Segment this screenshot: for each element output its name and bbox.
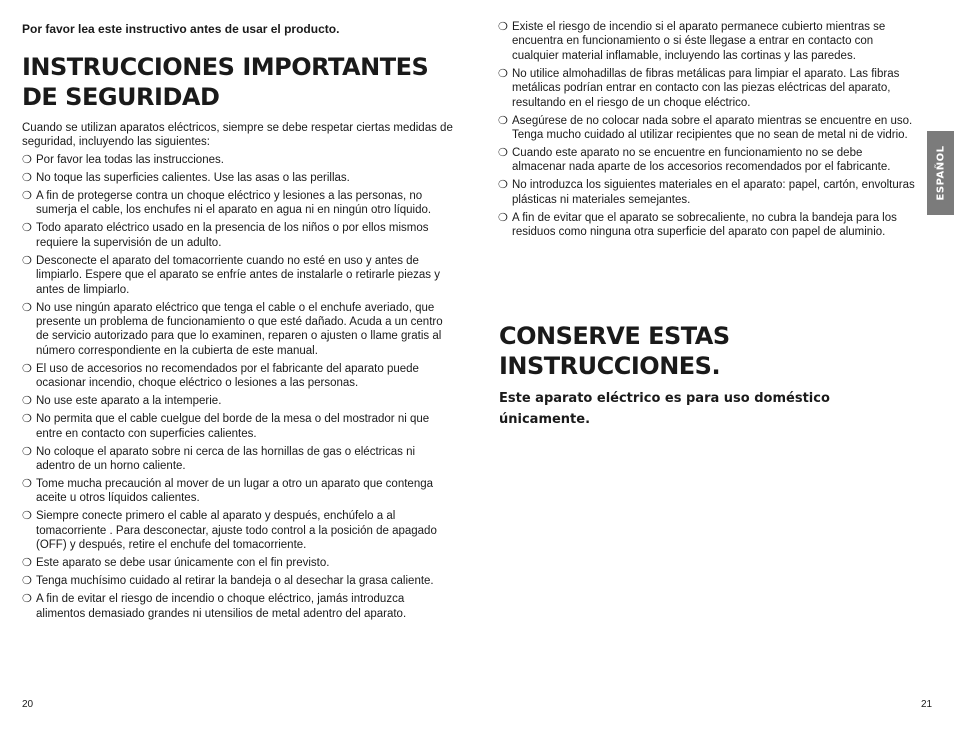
safety-item: ❍ Tome mucha precaución al mover de un lugar a otro un aparato que contenga aceite u otros líquidos calientes. bbox=[22, 477, 434, 505]
main-heading-line2: DE SEGURIDAD bbox=[22, 83, 220, 111]
bullet-icon: ❍ bbox=[498, 178, 508, 192]
bullet-icon: ❍ bbox=[22, 444, 32, 458]
language-tab bbox=[927, 131, 954, 215]
safety-item: ❍ No use ningún aparato eléctrico que tenga el cable o el enchufe averiado, que presente un problema de funcionamiento o que esté dañado. Acuda a un centro de servicio autorizado para que lo examinen, reparen o ajusten o llame gratis al número correspondiente en la cubierta de este manual. bbox=[22, 300, 443, 357]
bullet-icon: ❍ bbox=[22, 253, 32, 267]
safety-item: ❍ No toque las superficies calientes. Use las asas o las perillas. bbox=[22, 171, 350, 184]
page-number-left: 20 bbox=[22, 699, 34, 710]
bullet-icon: ❍ bbox=[22, 300, 32, 314]
safety-item: ❍ El uso de accesorios no recomendados por el fabricante del aparato puede ocasionar incendio, choque eléctrico o lesiones a las personas. bbox=[22, 361, 419, 390]
bullet-icon: ❍ bbox=[22, 361, 32, 375]
safety-item: ❍ No permita que el cable cuelgue del borde de la mesa o del mostrador ni que entre en contacto con superficies calientes. bbox=[22, 412, 430, 440]
intro-note: Por favor lea este instructivo antes de usar el producto. bbox=[22, 22, 340, 36]
bullet-icon: ❍ bbox=[22, 412, 32, 426]
main-heading-line1: INSTRUCCIONES IMPORTANTES bbox=[22, 53, 429, 81]
conserve-heading-line1: CONSERVE ESTAS bbox=[499, 322, 730, 350]
safety-item: ❍ Desconecte el aparato del tomacorriente cuando no esté en uso y antes de limpiarlo. Espere que el aparato se enfríe antes de instalarle o retirarle piezas y antes de limpiarlo. bbox=[22, 253, 440, 296]
safety-item: ❍ Todo aparato eléctrico usado en la presencia de los niños o por ellos mismos requiere la supervisión de un adulto. bbox=[22, 221, 429, 249]
safety-item: ❍ No introduzca los siguientes materiales en el aparato: papel, cartón, envolturas plásticas ni materiales semejantes. bbox=[498, 178, 915, 206]
left-safety-list bbox=[22, 153, 456, 625]
bullet-icon: ❍ bbox=[498, 113, 508, 127]
bullet-icon: ❍ bbox=[22, 509, 32, 523]
bullet-icon: ❍ bbox=[22, 394, 32, 408]
bullet-icon: ❍ bbox=[498, 20, 508, 33]
bullet-icon: ❍ bbox=[22, 574, 32, 588]
conserve-heading bbox=[499, 321, 919, 381]
language-tab-label: ESPAÑOL bbox=[935, 145, 946, 201]
safety-item: ❍ Este aparato se debe usar únicamente con el fin previsto. bbox=[22, 556, 330, 570]
bullet-icon: ❍ bbox=[22, 221, 32, 235]
conserve-heading-line2: INSTRUCCIONES. bbox=[499, 352, 721, 380]
right-safety-list bbox=[498, 20, 916, 243]
domestic-use-note: Este aparato eléctrico es para uso doméstico únicamente. bbox=[499, 391, 830, 427]
bullet-icon: ❍ bbox=[22, 592, 32, 606]
safety-item: ❍ A fin de evitar que el aparato se sobrecaliente, no cubra la bandeja para los residuos como ninguna otra superficie del aparato con papel de aluminio. bbox=[498, 210, 897, 239]
right-page bbox=[477, 0, 954, 738]
bullet-icon: ❍ bbox=[22, 189, 32, 202]
safety-item: ❍ A fin de evitar el riesgo de incendio o choque eléctrico, jamás introduzca alimentos demasiado grandes ni utensilios de metal adentro del aparato. bbox=[22, 592, 407, 620]
safety-item: ❍ Existe el riesgo de incendio si el aparato permanece cubierto mientras se encuentra en funcionamiento o si éste llegase a entrar en contacto con cualquier material inflamable, incluyendo las cortinas y las paredes. bbox=[498, 20, 886, 62]
safety-item: ❍ Por favor lea todas las instrucciones. bbox=[22, 153, 224, 166]
safety-item: ❍ No use este aparato a la intemperie. bbox=[22, 394, 222, 408]
bullet-icon: ❍ bbox=[22, 477, 32, 491]
safety-item: ❍ No utilice almohadillas de fibras metálicas para limpiar el aparato. Las fibras metálicas podrían entrar en contacto con las piezas eléctricas del aparato, resultando en el riesgo de un choque eléctrico. bbox=[498, 66, 900, 109]
safety-item: ❍ Asegúrese de no colocar nada sobre el aparato mientras se encuentre en uso. Tenga mucho cuidado al utilizar recipientes que no sean de metal ni de vidrio. bbox=[498, 113, 913, 142]
bullet-icon: ❍ bbox=[22, 171, 32, 184]
safety-item: ❍ No coloque el aparato sobre ni cerca de las hornillas de gas o eléctricas ni adentro de un horno caliente. bbox=[22, 444, 416, 473]
main-heading bbox=[22, 52, 462, 112]
page-number-right: 21 bbox=[921, 699, 933, 710]
bullet-icon: ❍ bbox=[498, 66, 508, 80]
safety-item: ❍ Cuando este aparato no se encuentre en funcionamiento no se debe almacenar nada aparte de los accesorios recomendados por el fabricante. bbox=[498, 146, 891, 174]
bullet-icon: ❍ bbox=[22, 153, 32, 166]
bullet-icon: ❍ bbox=[498, 146, 508, 160]
safety-item: ❍ Siempre conecte primero el cable al aparato y después, enchúfelo a al tomacorriente . Para desconectar, ajuste todo control a la posición de apagado (OFF) y después, retire el enchufe del tomacorriente. bbox=[22, 509, 437, 552]
safety-item: ❍ Tenga muchísimo cuidado al retirar la bandeja o al desechar la grasa caliente. bbox=[22, 574, 434, 588]
safety-item: ❍ A fin de protegerse contra un choque eléctrico y lesiones a las personas, no sumerja el cable, los enchufes ni el aparato en agua ni en ningún otro líquido. bbox=[22, 189, 432, 217]
intro-paragraph: Cuando se utilizan aparatos eléctricos, siempre se debe respetar ciertas medidas de seguridad, incluyendo las siguientes: bbox=[22, 122, 453, 148]
bullet-icon: ❍ bbox=[498, 210, 508, 224]
bullet-icon: ❍ bbox=[22, 556, 32, 570]
